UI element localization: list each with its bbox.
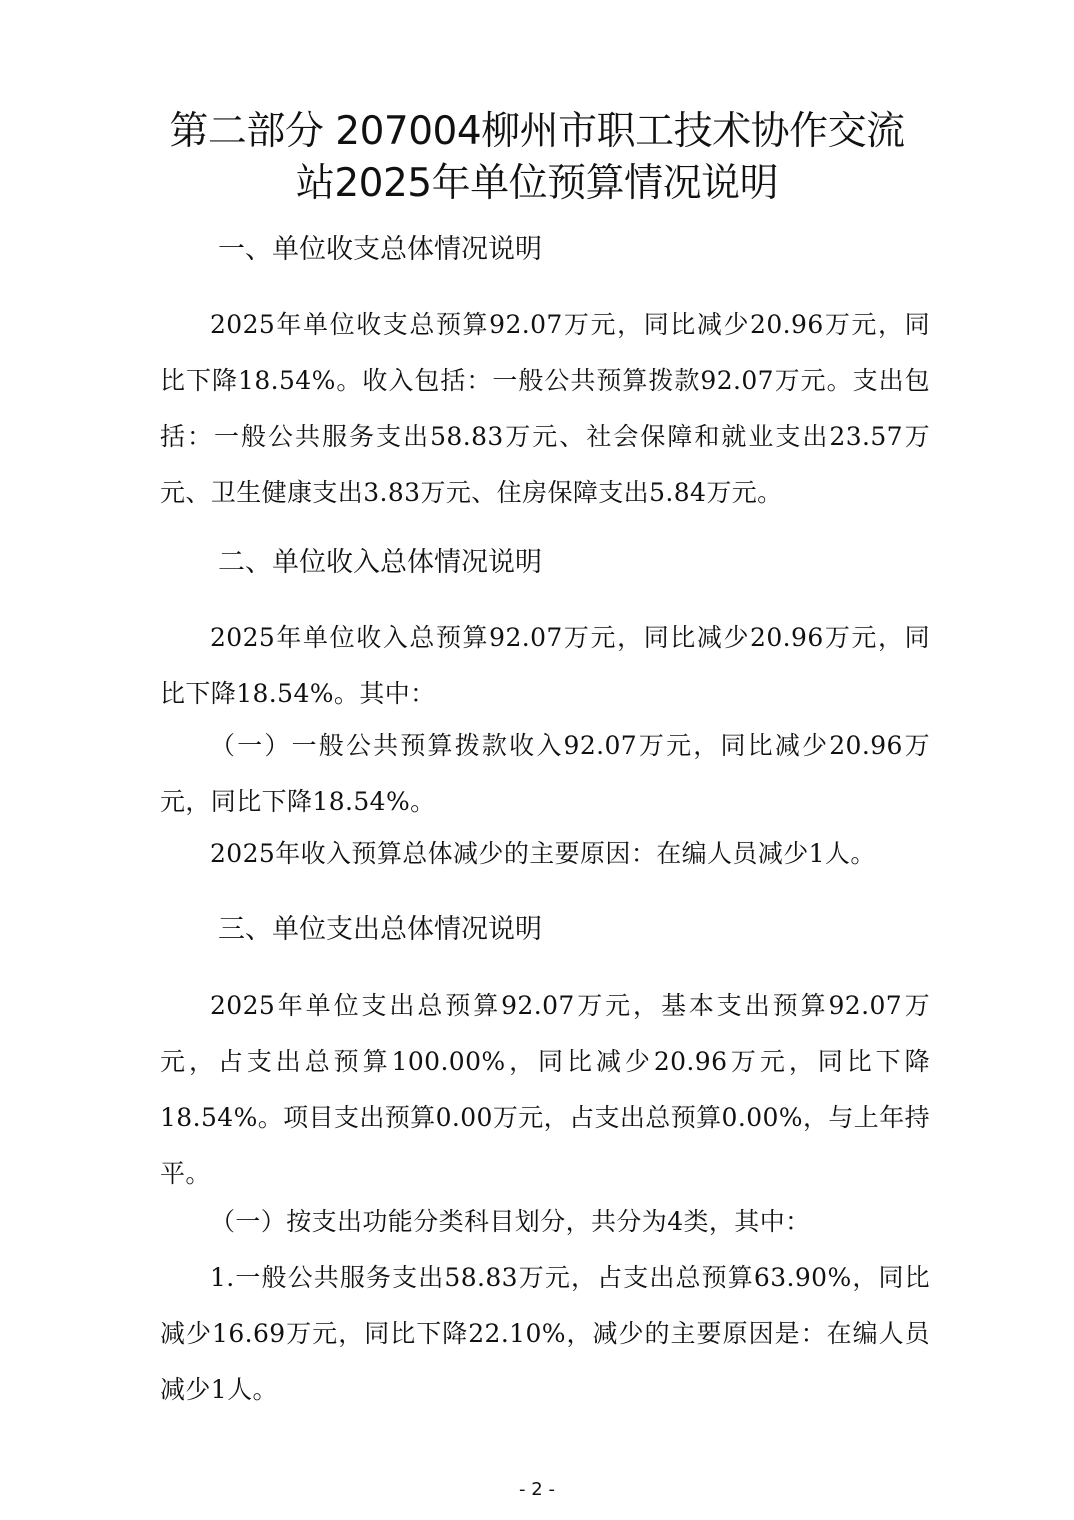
section-2-paragraph-3: 2025年收入预算总体减少的主要原因：在编人员减少1人。 (210, 839, 876, 868)
section-1-paragraph-1: 2025年单位收支总预算92.07万元，同比减少20.96万元，同比下降18.54%。收入包括：一般公共预算拨款92.07万元。支出包括：一般公共服务支出58.83万元、社会保障和就业支出23.57万元、卫生健康支出3.83万元、住房保障支出5.84万元。 (160, 310, 930, 507)
section-3-paragraph-1: 2025年单位支出总预算92.07万元，基本支出预算92.07万元，占支出总预算100.00%，同比减少20.96万元，同比下降18.54%。项目支出预算0.00万元，占支出总预算0.00%，与上年持平。 (160, 991, 930, 1188)
section-3-paragraph-3: 1.一般公共服务支出58.83万元，占支出总预算63.90%，同比减少16.69万元，同比下降22.10%，减少的主要原因是：在编人员减少1人。 (160, 1263, 930, 1404)
document-title (120, 106, 954, 210)
section-heading-2: 二、单位收入总体情况说明 (218, 547, 542, 578)
title-line-1: 第二部分 207004柳州市职工技术协作交流 (169, 109, 905, 154)
section-2-paragraph-2: （一）一般公共预算拨款收入92.07万元，同比减少20.96万元，同比下降18.54%。 (160, 731, 930, 816)
section-3-paragraph-2: （一）按支出功能分类科目划分，共分为4类，其中： (210, 1207, 811, 1236)
section-2-paragraph-1: 2025年单位收入总预算92.07万元，同比减少20.96万元，同比下降18.54%。其中： (160, 623, 930, 708)
title-line-2: 站2025年单位预算情况说明 (295, 161, 779, 206)
section-heading-3: 三、单位支出总体情况说明 (218, 914, 542, 945)
section-heading-1: 一、单位收支总体情况说明 (218, 234, 542, 265)
page-number: - 2 - (519, 1479, 555, 1500)
